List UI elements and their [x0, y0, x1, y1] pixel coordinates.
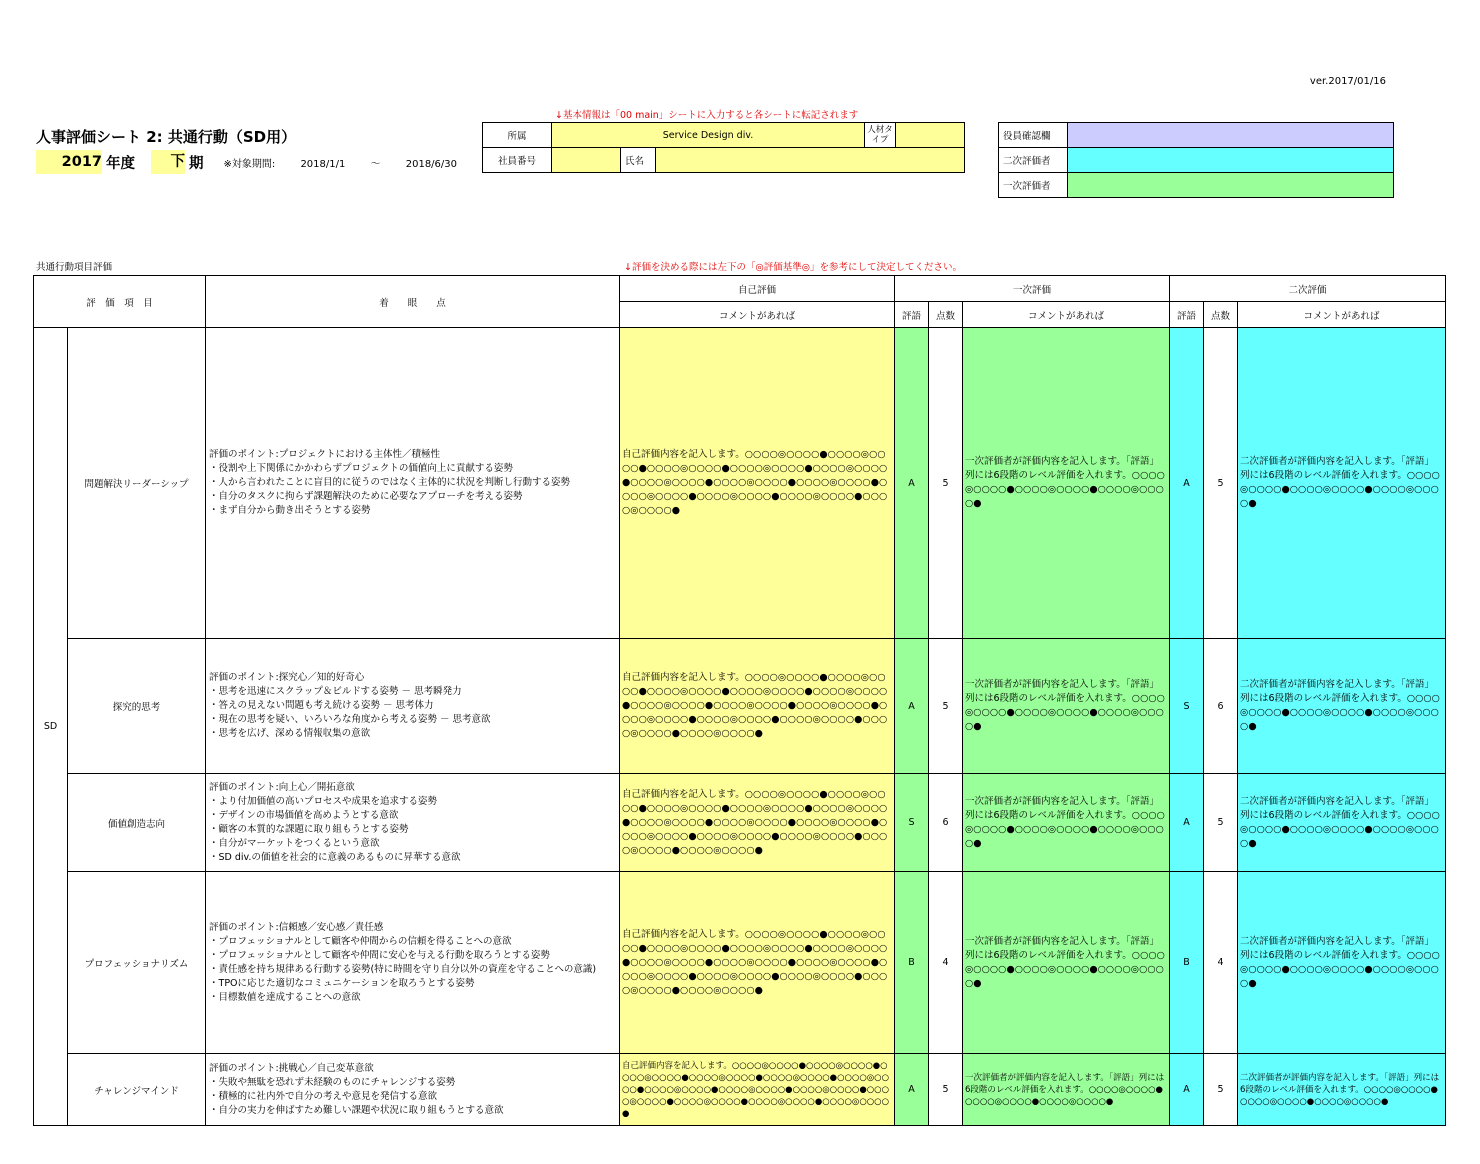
item-name: 価値創造志向 [68, 774, 206, 872]
first-grade-field[interactable]: S [895, 774, 929, 872]
item-name: 探究的思考 [68, 639, 206, 774]
second-grade-field[interactable]: B [1170, 872, 1204, 1054]
point-line: ・思考を広げ、深める情報収集の意欲 [209, 728, 371, 739]
half-label: 期 [189, 155, 204, 172]
point-line: ・失敗や無駄を恐れず未経験のものにチャレンジする姿勢 [209, 1076, 456, 1088]
self-comment-field[interactable]: 自己評価内容を記入します。○○○○◎○○○○●○○○○◎○○○○●○○○○◎○○○○●○○○○◎○○○○●○○○○◎○○○○●○○○○◎○○○○●○○○○◎○○○○●○○○○◎○○○○●○○○○◎○○○○●○○○○◎○○○○●○○○○◎○○○○●○○○○◎○○○○●○○○○◎○○○○● [620, 774, 895, 872]
header-first-score: 点数 [929, 302, 963, 328]
point-line: ・SD div.の価値を社会的に意義のあるものに昇華する意欲 [209, 851, 461, 863]
type-field[interactable] [896, 123, 965, 148]
first-score-cell: 4 [929, 872, 963, 1054]
point-line: 評価のポイント:探究心／知的好奇心 [209, 672, 365, 683]
second-grade-field[interactable]: S [1170, 639, 1204, 774]
header-second: 二次評価 [1170, 276, 1446, 302]
item-name: 問題解決リーダーシップ [68, 328, 206, 639]
table-row [34, 1054, 1446, 1126]
point-line: ・答えの見えない問題も考え続ける姿勢 － 思考体力 [209, 700, 434, 711]
self-comment-field[interactable]: 自己評価内容を記入します。○○○○◎○○○○●○○○○◎○○○○●○○○○◎○○○○●○○○○◎○○○○●○○○○◎○○○○●○○○○◎○○○○●○○○○◎○○○○●○○○○◎○○○○●○○○○◎○○○○●○○○○◎○○○○●○○○○◎○○○○●○○○○◎○○○○● [620, 328, 895, 639]
page-title: 人事評価シート 2: 共通行動（SD用） [36, 128, 297, 146]
focus-points [206, 1054, 620, 1126]
second-score-cell: 4 [1204, 872, 1238, 1054]
header-second-comment: コメントがあれば [1238, 302, 1446, 328]
first-score-cell: 5 [929, 639, 963, 774]
point-line: ・自分がマーケットをつくるという意欲 [209, 837, 380, 849]
self-comment-field[interactable]: 自己評価内容を記入します。○○○○◎○○○○●○○○○◎○○○○●○○○○◎○○○○●○○○○◎○○○○●○○○○◎○○○○●○○○○◎○○○○●○○○○◎○○○○●○○○○◎○○○○●○○○○◎○○○○●○○○○◎○○○○●○○○○◎○○○○●○○○○◎○○○○●○○○○◎○○○○● [620, 639, 895, 774]
focus-points [206, 328, 620, 639]
first-comment-field[interactable]: 一次評価者が評価内容を記入します。「評語」列には6段階のレベル評価を入れます。○○○○◎○○○○●○○○○◎○○○○●○○○○◎○○○○● [963, 1054, 1170, 1126]
second-score-cell: 5 [1204, 1054, 1238, 1126]
table-row [34, 639, 1446, 774]
evaluation-table [33, 275, 1446, 1126]
period-end: 2018/6/30 [405, 158, 458, 170]
point-line: ・自分のタスクに拘らず課題解決のために必要なアプローチを考える姿勢 [209, 491, 523, 502]
second-comment-field[interactable]: 二次評価者が評価内容を記入します。「評語」列には6段階のレベル評価を入れます。○○○○◎○○○○●○○○○◎○○○○●○○○○◎○○○○● [1238, 1054, 1446, 1126]
dept-label: 所属 [483, 123, 552, 148]
table-row [34, 872, 1446, 1054]
first-grade-field[interactable]: A [895, 1054, 929, 1126]
first-score-cell: 5 [929, 328, 963, 639]
exec-confirm-field[interactable] [1068, 123, 1394, 148]
first-comment-field[interactable]: 一次評価者が評価内容を記入します。「評語」列には6段階のレベル評価を入れます。○○○○◎○○○○●○○○○◎○○○○●○○○○◎○○○○● [963, 328, 1170, 639]
point-line: ・人から言われたことに盲目的に従うのではなく主体的に状況を判断し行動する姿勢 [209, 477, 571, 488]
focus-points [206, 774, 620, 872]
point-line: 評価のポイント:挑戦心／自己変革意欲 [209, 1062, 374, 1074]
point-line: 評価のポイント:信頼感／安心感／責任感 [209, 921, 384, 933]
header-first: 一次評価 [895, 276, 1170, 302]
header-first-comment: コメントがあれば [963, 302, 1170, 328]
point-line: ・目標数値を達成することへの意欲 [209, 991, 361, 1003]
first-evaluator-label: 一次評価者 [999, 173, 1068, 198]
period-tilde: ～ [370, 158, 381, 170]
first-score-cell: 6 [929, 774, 963, 872]
second-score-cell: 5 [1204, 328, 1238, 639]
header-first-grade: 評語 [895, 302, 929, 328]
category-cell: SD [34, 328, 68, 1126]
type-label: 人材タイプ [865, 123, 896, 148]
header-focus: 着 眼 点 [206, 276, 620, 328]
point-line: 評価のポイント:プロジェクトにおける主体性／積極性 [209, 449, 441, 460]
self-comment-field[interactable]: 自己評価内容を記入します。○○○○◎○○○○●○○○○◎○○○○●○○○○◎○○○○●○○○○◎○○○○●○○○○◎○○○○●○○○○◎○○○○●○○○○◎○○○○●○○○○◎○○○○●○○○○◎○○○○●○○○○◎○○○○●○○○○◎○○○○●○○○○◎○○○○●○○○○◎○○○○● [620, 1054, 895, 1126]
header-second-score: 点数 [1204, 302, 1238, 328]
point-line: ・TPOに応じた適切なコミュニケーションを取ろうとする姿勢 [209, 977, 475, 989]
point-line: ・思考を迅速にスクラップ＆ビルドする姿勢 － 思考瞬発力 [209, 686, 462, 697]
period-row [36, 150, 457, 174]
second-evaluator-label: 二次評価者 [999, 148, 1068, 173]
first-grade-field[interactable]: B [895, 872, 929, 1054]
name-field[interactable] [656, 148, 965, 173]
first-evaluator-field[interactable] [1068, 173, 1394, 198]
second-grade-field[interactable]: A [1170, 1054, 1204, 1126]
point-line: ・自分の実力を伸ばすため難しい課題や状況に取り組もうとする意欲 [209, 1104, 504, 1116]
exec-confirm-label: 役員確認欄 [999, 123, 1068, 148]
second-score-cell: 6 [1204, 639, 1238, 774]
second-comment-field[interactable]: 二次評価者が評価内容を記入します。「評語」列には6段階のレベル評価を入れます。○○○○◎○○○○●○○○○◎○○○○●○○○○◎○○○○● [1238, 639, 1446, 774]
first-comment-field[interactable]: 一次評価者が評価内容を記入します。「評語」列には6段階のレベル評価を入れます。○○○○◎○○○○●○○○○◎○○○○●○○○○◎○○○○● [963, 774, 1170, 872]
first-comment-field[interactable]: 一次評価者が評価内容を記入します。「評語」列には6段階のレベル評価を入れます。○○○○◎○○○○●○○○○◎○○○○●○○○○◎○○○○● [963, 639, 1170, 774]
first-score-cell: 5 [929, 1054, 963, 1126]
self-comment-field[interactable]: 自己評価内容を記入します。○○○○◎○○○○●○○○○◎○○○○●○○○○◎○○○○●○○○○◎○○○○●○○○○◎○○○○●○○○○◎○○○○●○○○○◎○○○○●○○○○◎○○○○●○○○○◎○○○○●○○○○◎○○○○●○○○○◎○○○○●○○○○◎○○○○●○○○○◎○○○○● [620, 872, 895, 1054]
notice-eval-criteria: ↓評価を決める際には左下の「◎評価基準◎」を参考にして決定してください。 [624, 262, 963, 273]
employee-info-table [482, 122, 965, 173]
point-line: ・デザインの市場価値を高めようとする意欲 [209, 809, 399, 821]
second-grade-field[interactable]: A [1170, 328, 1204, 639]
year-value[interactable]: 2017 [36, 150, 102, 174]
point-line: ・役割や上下関係にかかわらずプロジェクトの価値向上に貢献する姿勢 [209, 463, 513, 474]
point-line: ・プロフェッショナルとして顧客や仲間に安心を与える行動を取ろうとする姿勢 [209, 949, 550, 961]
period-start: 2018/1/1 [300, 158, 346, 170]
table-row [34, 774, 1446, 872]
half-value[interactable]: 下 [151, 150, 185, 174]
point-line: ・現在の思考を疑い、いろいろな角度から考える姿勢 － 思考意欲 [209, 714, 491, 725]
version-label: ver.2017/01/16 [1309, 76, 1386, 87]
point-line: 評価のポイント:向上心／開拓意欲 [209, 781, 355, 793]
point-line: ・責任感を持ち規律ある行動する姿勢(特に時間を守り自分以外の資産を守ることへの意識) [209, 963, 597, 975]
point-line: ・より付加価値の高いプロセスや成果を追求する姿勢 [209, 795, 438, 807]
header-second-grade: 評語 [1170, 302, 1204, 328]
item-name: プロフェッショナリズム [68, 872, 206, 1054]
second-comment-field[interactable]: 二次評価者が評価内容を記入します。「評語」列には6段階のレベル評価を入れます。○○○○◎○○○○●○○○○◎○○○○●○○○○◎○○○○● [1238, 872, 1446, 1054]
point-line: ・積極的に社内外で自分の考えや意見を発信する意欲 [209, 1090, 438, 1102]
notice-basic-info: ↓基本情報は「00 main」シートに入力すると各シートに転記されます [555, 110, 859, 121]
header-self-comment: コメントがあれば [620, 302, 895, 328]
first-comment-field[interactable]: 一次評価者が評価内容を記入します。「評語」列には6段階のレベル評価を入れます。○○○○◎○○○○●○○○○◎○○○○●○○○○◎○○○○● [963, 872, 1170, 1054]
focus-points [206, 639, 620, 774]
dept-field[interactable]: Service Design div. [552, 123, 865, 148]
approver-table [998, 122, 1394, 198]
point-line: ・まず自分から動き出そうとする姿勢 [209, 505, 371, 516]
first-grade-field[interactable]: A [895, 639, 929, 774]
second-comment-field[interactable]: 二次評価者が評価内容を記入します。「評語」列には6段階のレベル評価を入れます。○○○○◎○○○○●○○○○◎○○○○●○○○○◎○○○○● [1238, 774, 1446, 872]
second-grade-field[interactable]: A [1170, 774, 1204, 872]
header-item: 評 価 項 目 [34, 276, 206, 328]
second-evaluator-field[interactable] [1068, 148, 1394, 173]
point-line: ・顧客の本質的な課題に取り組もうとする姿勢 [209, 823, 409, 835]
item-name: チャレンジマインド [68, 1054, 206, 1126]
name-label: 氏名 [621, 148, 656, 173]
table-row [34, 328, 1446, 639]
period-note [224, 155, 458, 170]
point-line: ・プロフェッショナルとして顧客や仲間からの信頼を得ることへの意欲 [209, 935, 512, 947]
employee-number-field[interactable] [552, 148, 621, 173]
focus-points [206, 872, 620, 1054]
header-self: 自己評価 [620, 276, 895, 302]
employee-number-label: 社員番号 [483, 148, 552, 173]
first-grade-field[interactable]: A [895, 328, 929, 639]
year-label: 年度 [106, 155, 135, 172]
second-comment-field[interactable]: 二次評価者が評価内容を記入します。「評語」列には6段階のレベル評価を入れます。○○○○◎○○○○●○○○○◎○○○○●○○○○◎○○○○● [1238, 328, 1446, 639]
second-score-cell: 5 [1204, 774, 1238, 872]
period-note-label: ※対象期間: [223, 158, 276, 170]
section-label: 共通行動項目評価 [36, 262, 113, 273]
